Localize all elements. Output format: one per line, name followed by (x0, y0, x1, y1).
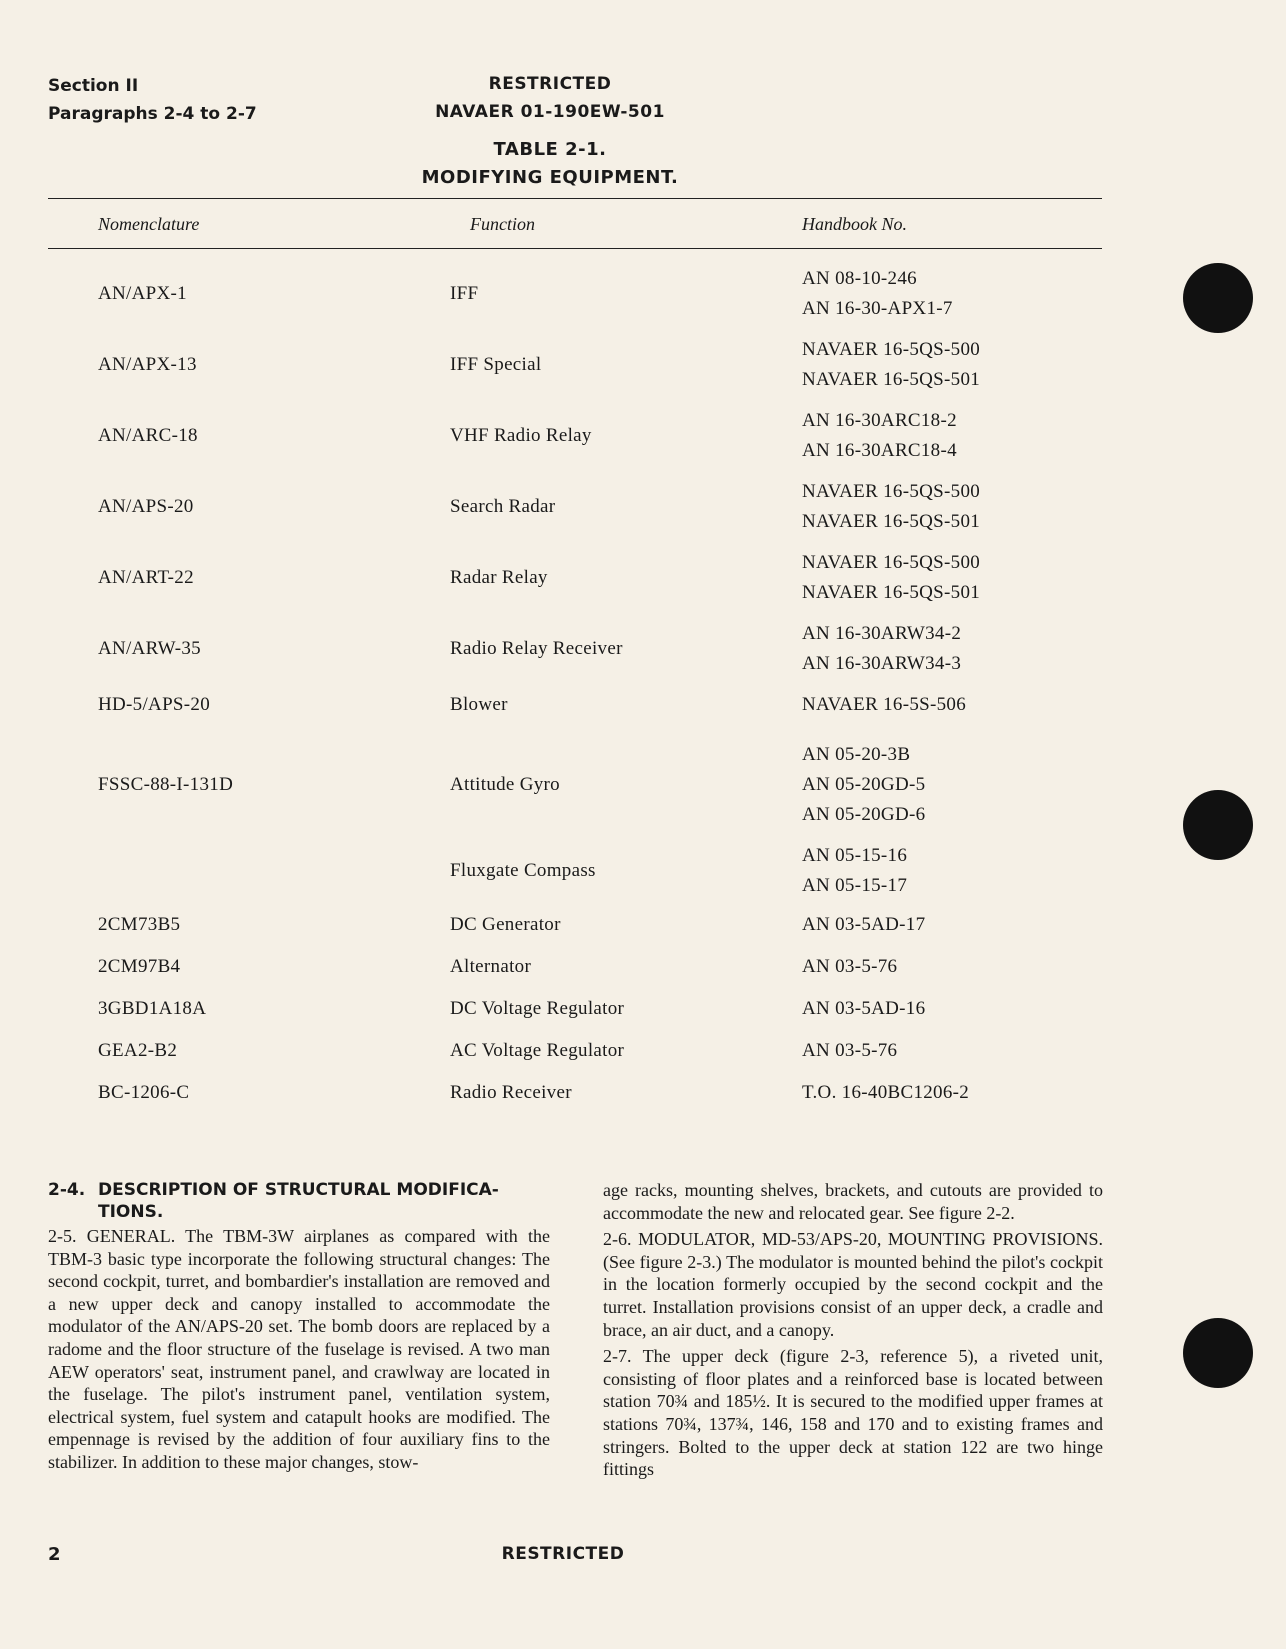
table-cell-handbook: NAVAER 16-5QS-501 (802, 511, 981, 532)
table-cell-function: Radio Receiver (450, 1082, 572, 1103)
binder-hole (1183, 1318, 1253, 1388)
paragraph-2-5-continued: age racks, mounting shelves, brackets, and cutouts are provided to accommodate the new and relocated gear. See figure 2-2. (603, 1180, 1103, 1223)
table-cell-function: AC Voltage Regulator (450, 1040, 625, 1061)
table-cell-function: Radio Relay Receiver (450, 638, 623, 659)
column-header-handbook: Handbook No. (802, 214, 907, 234)
table-cell-function: Blower (450, 694, 508, 715)
table-cell-nomenclature: AN/APX-1 (98, 283, 187, 304)
table-cell-handbook: AN 08-10-246 (802, 268, 917, 289)
table-cell-function: IFF Special (450, 354, 542, 375)
table-cell-handbook: NAVAER 16-5QS-501 (802, 369, 981, 390)
table-cell-function: DC Voltage Regulator (450, 998, 625, 1019)
table-cell-handbook: NAVAER 16-5QS-500 (802, 552, 981, 573)
table-cell-nomenclature: FSSC-88-I-131D (98, 774, 234, 795)
paragraph-2-6: 2-6. MODULATOR, MD-53/APS-20, MOUNTING PROVISIONS. (See figure 2-3.) The modulator is mounted behind the pilot's cockpit in the location formerly occupied by the second cockpit and the turret. Installation provisions consist of an upper deck, a cradle and brace, an air duct, and a canopy. (603, 1229, 1103, 1340)
table-cell-handbook: AN 05-15-16 (802, 845, 908, 866)
table-caption: MODIFYING EQUIPMENT. (421, 167, 679, 188)
table-number: TABLE 2-1. (493, 139, 607, 160)
table-cell-nomenclature: 3GBD1A18A (98, 998, 207, 1019)
table-cell-handbook: NAVAER 16-5S-506 (802, 694, 967, 715)
paragraph-2-5: 2-5. GENERAL. The TBM-3W airplanes as compared with the TBM-3 basic type incorporate the following structural changes: The second cockpit, turret, and bombardier's installation are removed and a new upper deck and canopy installed to accommodate the modulator of the AN/APS-20 set. The bomb doors are replaced by a radome and the floor structure of the fuselage is revised. A two man AEW operators' seat, instrument panel, and crawlway are located in the fuselage. The pilot's instrument panel, ventilation system, electrical system, fuel system and catapult hooks are modified. The empennage is revised by the addition of four auxiliary fins to the stabilizer. In addition to these major changes, stow- (48, 1226, 550, 1472)
table-cell-handbook: NAVAER 16-5QS-501 (802, 582, 981, 603)
table-cell-handbook: AN 16-30ARW34-2 (802, 623, 962, 644)
table-cell-function: Search Radar (450, 496, 556, 517)
table-header-rule (48, 248, 1102, 249)
table-cell-handbook: AN 16-30ARC18-2 (802, 410, 957, 431)
heading-line-1: DESCRIPTION OF STRUCTURAL MODIFICA- (98, 1180, 499, 1200)
binder-hole (1183, 790, 1253, 860)
table-cell-handbook: NAVAER 16-5QS-500 (802, 339, 981, 360)
table-cell-function: Fluxgate Compass (450, 860, 596, 881)
table-cell-handbook: AN 05-20GD-6 (802, 804, 926, 825)
table-cell-nomenclature: AN/ART-22 (98, 567, 194, 588)
column-header-function: Function (470, 214, 535, 234)
column-header-nomenclature: Nomenclature (98, 214, 200, 234)
table-cell-handbook: AN 03-5AD-16 (802, 998, 926, 1019)
table-cell-nomenclature: HD-5/APS-20 (98, 694, 211, 715)
body-column-right (603, 1179, 1103, 1485)
table-cell-handbook: AN 05-20-3B (802, 744, 911, 765)
section-heading-2-4 (48, 1179, 550, 1223)
section-label: Section II (48, 76, 139, 96)
table-cell-nomenclature: AN/APX-13 (98, 354, 197, 375)
table-cell-nomenclature: AN/APS-20 (98, 496, 194, 517)
paragraphs-label: Paragraphs 2-4 to 2-7 (48, 104, 257, 124)
table-cell-nomenclature: 2CM97B4 (98, 956, 181, 977)
table-cell-handbook: AN 16-30ARW34-3 (802, 653, 962, 674)
classification-top: RESTRICTED (488, 74, 612, 94)
table-cell-function: VHF Radio Relay (450, 425, 592, 446)
classification-bottom: RESTRICTED (501, 1544, 625, 1564)
table-cell-nomenclature: BC-1206-C (98, 1082, 190, 1103)
table-cell-nomenclature: AN/ARC-18 (98, 425, 198, 446)
document-number: NAVAER 01-190EW-501 (435, 102, 665, 122)
table-cell-function: Attitude Gyro (450, 774, 560, 795)
heading-number: 2-4. (48, 1180, 86, 1200)
table-cell-handbook: AN 05-20GD-5 (802, 774, 926, 795)
table-cell-function: Alternator (450, 956, 532, 977)
table-cell-handbook: AN 05-15-17 (802, 875, 908, 896)
table-cell-handbook: T.O. 16-40BC1206-2 (802, 1082, 970, 1103)
table-cell-function: DC Generator (450, 914, 561, 935)
table-cell-handbook: NAVAER 16-5QS-500 (802, 481, 981, 502)
table-cell-handbook: AN 16-30-APX1-7 (802, 298, 953, 319)
page-number: 2 (48, 1544, 61, 1565)
table-cell-handbook: AN 03-5AD-17 (802, 914, 926, 935)
table-title (0, 136, 1100, 192)
table-cell-function: IFF (450, 283, 479, 304)
table-cell-nomenclature: AN/ARW-35 (98, 638, 201, 659)
table-cell-handbook: AN 16-30ARC18-4 (802, 440, 957, 461)
paragraph-2-7: 2-7. The upper deck (figure 2-3, reference 5), a riveted unit, consisting of floor plates and a reinforced base is located between station 70¾ and 185½. It is secured to the modified upper frames at stations 70¾, 137¾, 146, 158 and 170 and to existing frames and stringers. Bolted to the upper deck at station 122 are two hinge fittings (603, 1346, 1103, 1480)
table-cell-function: Radar Relay (450, 567, 548, 588)
table-top-rule (48, 198, 1102, 199)
table-cell-handbook: AN 03-5-76 (802, 956, 898, 977)
table-cell-nomenclature: 2CM73B5 (98, 914, 181, 935)
table-cell-handbook: AN 03-5-76 (802, 1040, 898, 1061)
table-cell-nomenclature: GEA2-B2 (98, 1040, 178, 1061)
binder-hole (1183, 263, 1253, 333)
body-column-left (48, 1179, 550, 1478)
document-header (0, 70, 1100, 126)
heading-line-2: TIONS. (98, 1202, 164, 1222)
